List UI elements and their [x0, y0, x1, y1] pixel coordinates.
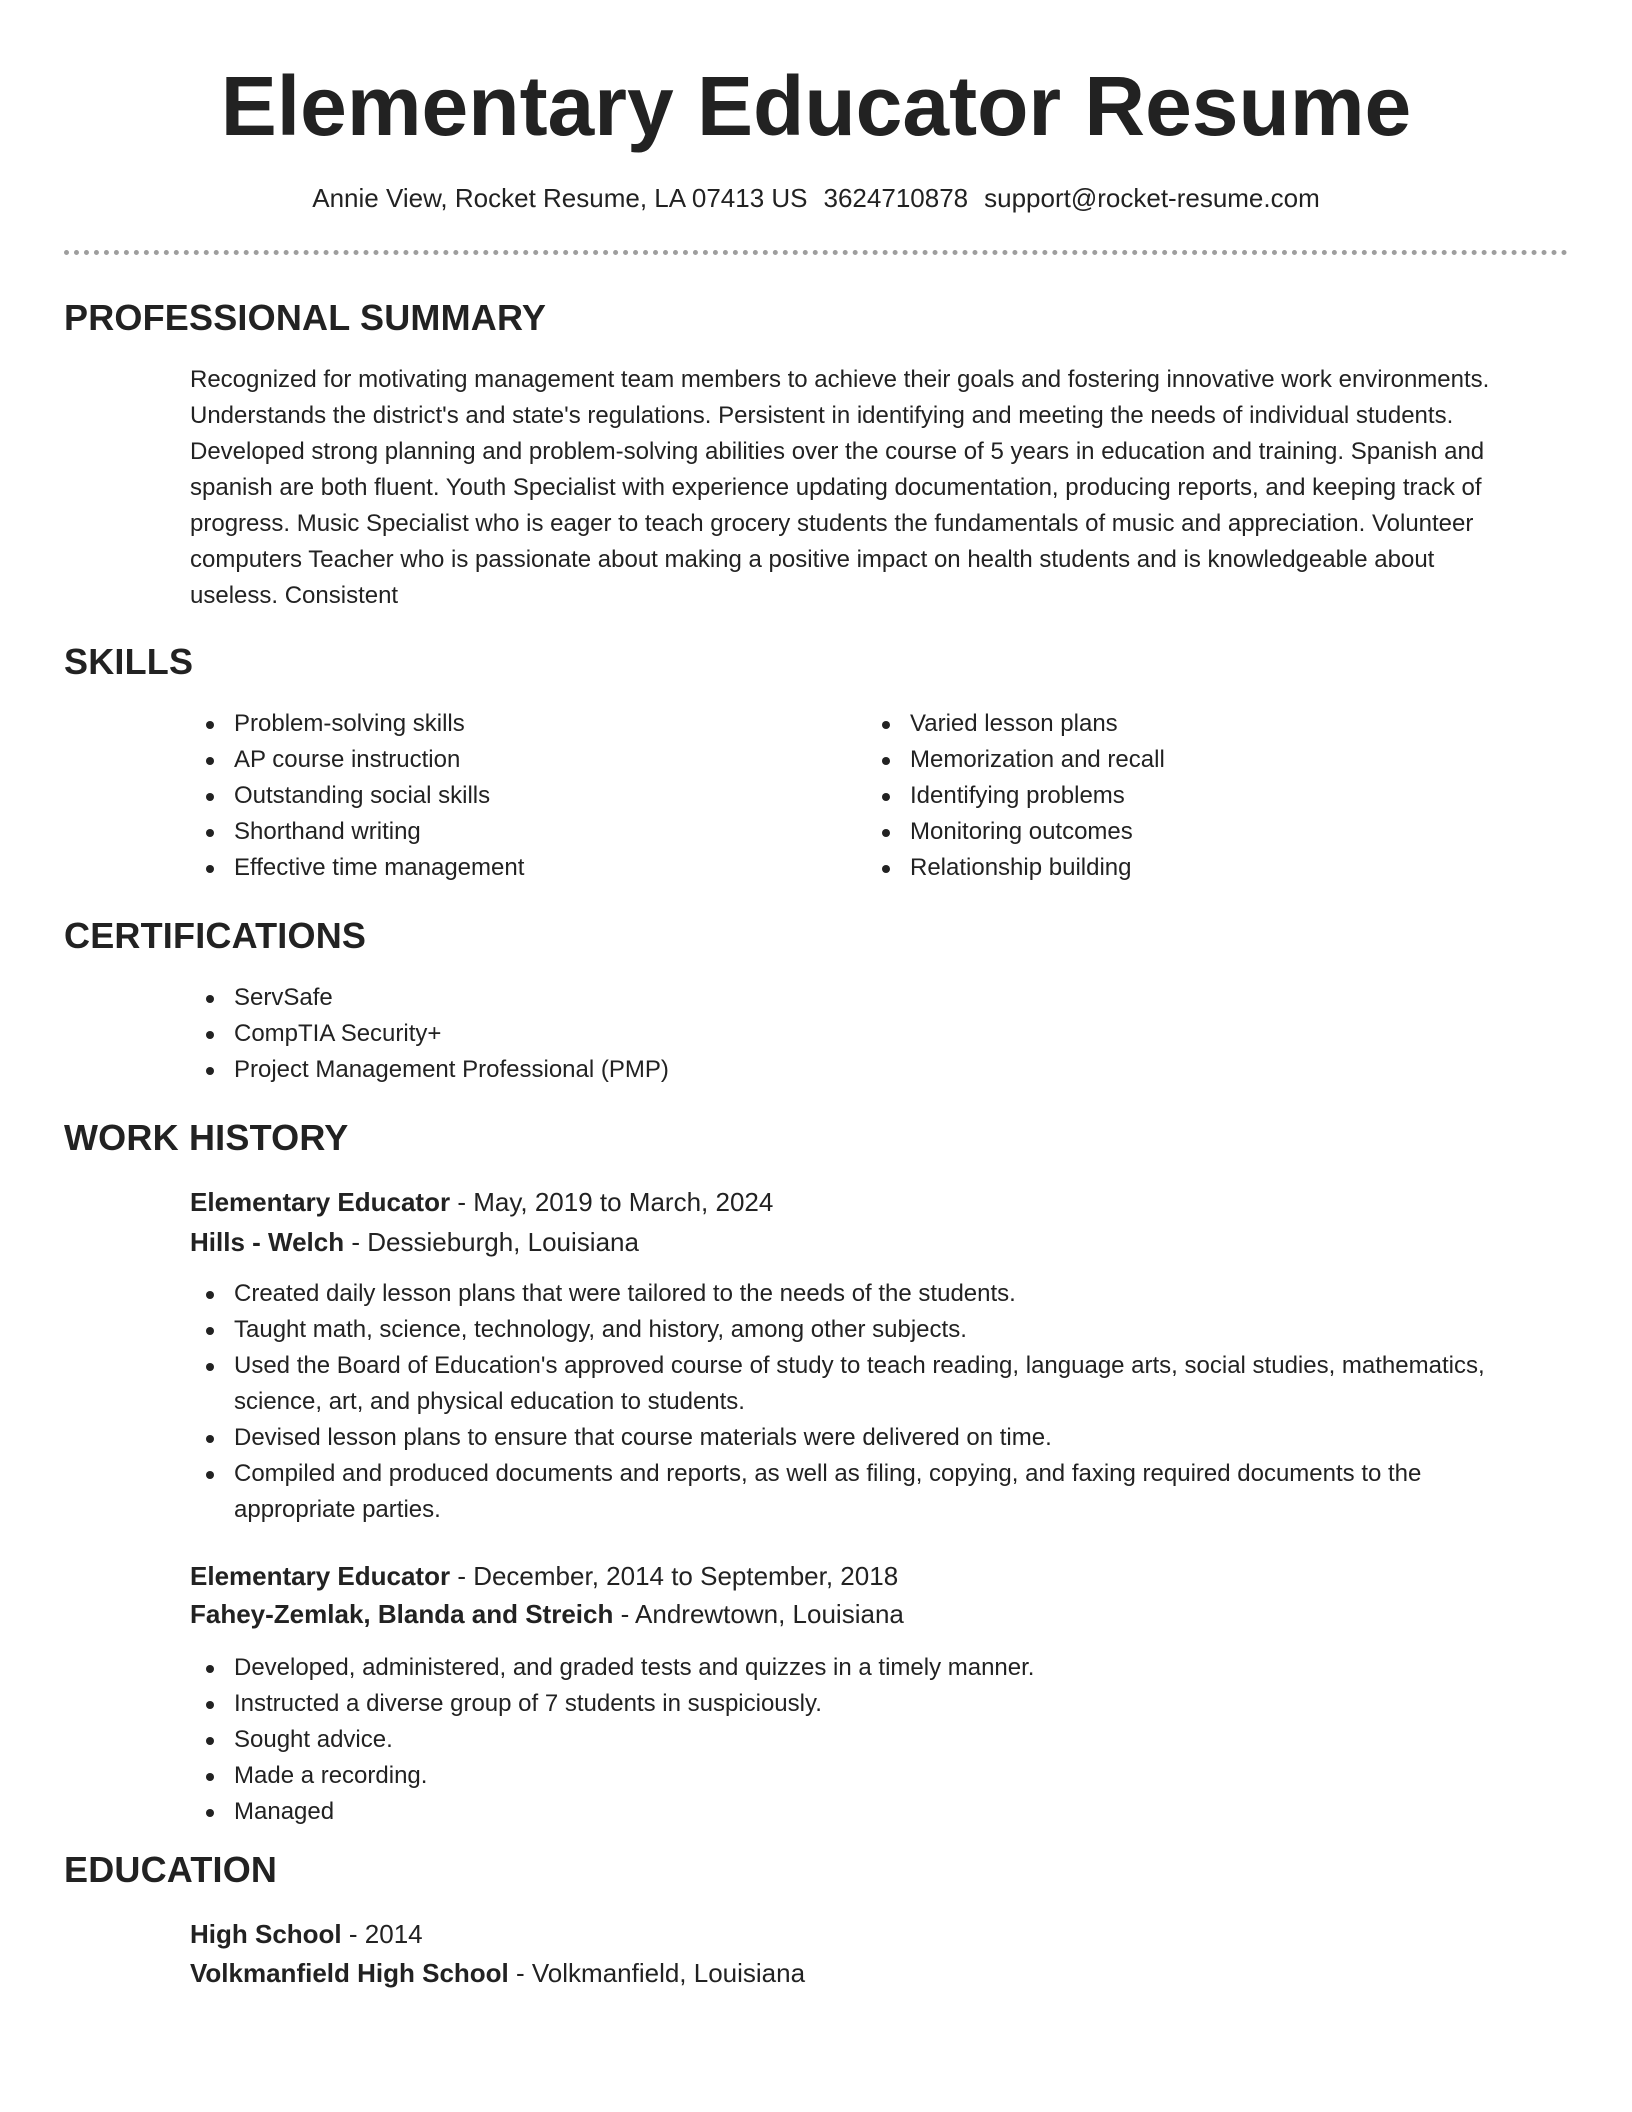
job-company-line: [190, 1594, 1550, 1634]
skill-item: Problem-solving skills: [190, 706, 850, 742]
certifications-section: [64, 914, 1568, 958]
summary-text: [190, 362, 1550, 614]
job-bullet-line: Used the Board of Education's approved course of study to teach reading, language arts, social studies, mathematics,: [234, 1352, 1485, 1379]
job-title: Elementary Educator: [190, 1187, 451, 1217]
job-location: - Andrewtown, Louisiana: [613, 1599, 904, 1629]
education-heading: EDUCATION: [64, 1849, 278, 1890]
skill-item: AP course instruction: [190, 742, 850, 778]
skills-left-column: [190, 706, 850, 886]
job-dates: - December, 2014 to September, 2018: [450, 1561, 899, 1591]
summary-heading: PROFESSIONAL SUMMARY: [64, 297, 547, 338]
certification-item: CompTIA Security+: [190, 1016, 1550, 1052]
certifications-heading: CERTIFICATIONS: [64, 915, 367, 956]
skill-item: Monitoring outcomes: [866, 814, 1526, 850]
contact-email: support@rocket-resume.com: [984, 183, 1320, 213]
job-bullet: Made a recording.: [190, 1758, 1550, 1794]
skill-item: Outstanding social skills: [190, 778, 850, 814]
skills-section: [64, 640, 1568, 684]
skill-item: Relationship building: [866, 850, 1526, 886]
job-bullet-line: Compiled and produced documents and reports, as well as filing, copying, and faxing required documents to the: [234, 1460, 1422, 1487]
contact-phone: 3624710878: [823, 183, 969, 213]
summary-line: Understands the district's and state's regulations. Persistent in identifying and meeting the needs of individual students.: [190, 402, 1454, 429]
job-company-line: [190, 1222, 1550, 1262]
job-bullet: [190, 1456, 1550, 1528]
work-history-section: [64, 1116, 1568, 1160]
job-title-line: [190, 1556, 1550, 1596]
job-bullet: [190, 1348, 1550, 1420]
contact-address: Annie View, Rocket Resume, LA 07413 US: [312, 183, 808, 213]
education-school: Volkmanfield High School: [190, 1958, 509, 1988]
certification-item: ServSafe: [190, 980, 1550, 1016]
education-location: - Volkmanfield, Louisiana: [508, 1958, 806, 1988]
contact-line: [0, 180, 1632, 216]
summary-line: progress. Music Specialist who is eager to teach grocery students the fundamentals of music and appreciation. Volunteer: [190, 510, 1474, 537]
summary-section: [64, 296, 1568, 340]
job-bullets: [190, 1276, 1550, 1528]
skills-right-column: [866, 706, 1526, 886]
job-bullet-line: appropriate parties.: [234, 1496, 441, 1523]
work-history-heading: WORK HISTORY: [64, 1117, 349, 1158]
skill-item: Varied lesson plans: [866, 706, 1526, 742]
job-company: Fahey-Zemlak, Blanda and Streich: [190, 1599, 614, 1629]
job-bullet: Instructed a diverse group of 7 students in suspiciously.: [190, 1686, 1550, 1722]
job-dates: - May, 2019 to March, 2024: [450, 1187, 774, 1217]
header-divider: [64, 250, 1568, 255]
skills-heading: SKILLS: [64, 641, 194, 682]
education-degree-line: [190, 1914, 1550, 1954]
job-company: Hills - Welch: [190, 1227, 345, 1257]
skill-item: Memorization and recall: [866, 742, 1526, 778]
job-bullet: Developed, administered, and graded tests and quizzes in a timely manner.: [190, 1650, 1550, 1686]
job-title-line: [190, 1182, 1550, 1222]
skill-item: Effective time management: [190, 850, 850, 886]
job-bullet: Devised lesson plans to ensure that course materials were delivered on time.: [190, 1420, 1550, 1456]
summary-line: Developed strong planning and problem-solving abilities over the course of 5 years in education and training. Spanish and: [190, 438, 1485, 465]
summary-line: Recognized for motivating management team members to achieve their goals and fostering innovative work environments.: [190, 366, 1490, 393]
skill-item: Shorthand writing: [190, 814, 850, 850]
education-section: [64, 1848, 1568, 1892]
job-bullet-line: science, art, and physical education to students.: [234, 1388, 745, 1415]
education-school-line: [190, 1953, 1550, 1993]
certification-item: Project Management Professional (PMP): [190, 1052, 1550, 1088]
job-bullet: Taught math, science, technology, and history, among other subjects.: [190, 1312, 1550, 1348]
job-bullet: Managed: [190, 1794, 1550, 1830]
summary-line: spanish are both fluent. Youth Specialist with experience updating documentation, producing reports, and keeping track of: [190, 474, 1482, 501]
resume-title: Elementary Educator Resume: [220, 59, 1412, 153]
job-bullet: Sought advice.: [190, 1722, 1550, 1758]
education-degree: High School: [190, 1919, 342, 1949]
job-bullets: [190, 1650, 1550, 1830]
skill-item: Identifying problems: [866, 778, 1526, 814]
education-year: - 2014: [341, 1919, 423, 1949]
certifications-list: [190, 980, 1550, 1088]
job-bullet: Created daily lesson plans that were tailored to the needs of the students.: [190, 1276, 1550, 1312]
summary-line: useless. Consistent: [190, 582, 399, 609]
summary-line: computers Teacher who is passionate about making a positive impact on health students and is knowledgeable about: [190, 546, 1435, 573]
job-title: Elementary Educator: [190, 1561, 451, 1591]
job-location: - Dessieburgh, Louisiana: [344, 1227, 639, 1257]
